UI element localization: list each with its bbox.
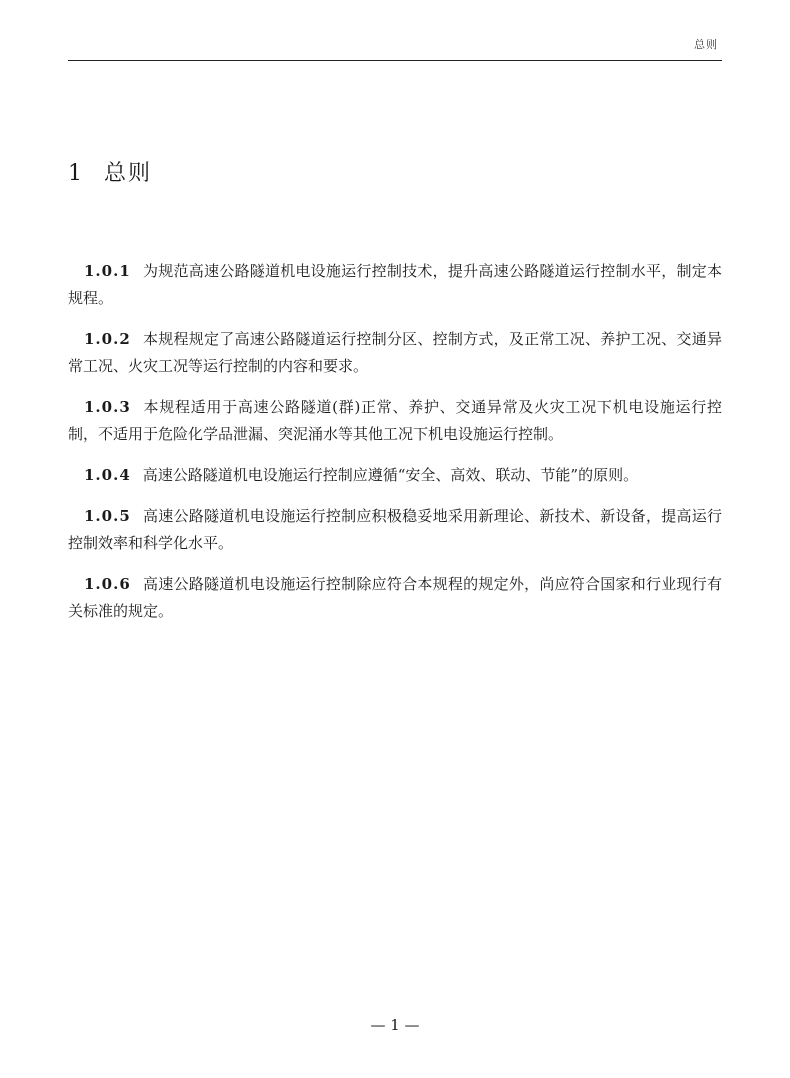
clause-number: 1.0.3 [84, 398, 131, 416]
clause-text: 高速公路隧道机电设施运行控制除应符合本规程的规定外，尚应符合国家和行业现行有关标准的规定。 [68, 575, 722, 620]
clause-number: 1.0.5 [84, 507, 131, 525]
clause-number: 1.0.1 [84, 262, 131, 280]
running-head: 总则 [694, 38, 718, 51]
clause-1-0-2 [68, 326, 722, 380]
clause-number: 1.0.2 [84, 330, 131, 348]
clause-number: 1.0.6 [84, 575, 131, 593]
clause-text: 高速公路隧道机电设施运行控制应遵循“安全、高效、联动、节能”的原则。 [142, 466, 639, 484]
clause-1-0-1 [68, 258, 722, 312]
chapter-title [68, 156, 152, 187]
clause-1-0-5 [68, 503, 722, 557]
clause-text: 本规程适用于高速公路隧道(群)正常、养护、交通异常及火灾工况下机电设施运行控制，不适用于危险化学品泄漏、突泥涌水等其他工况下机电设施运行控制。 [68, 398, 722, 443]
clause-text: 为规范高速公路隧道机电设施运行控制技术，提升高速公路隧道运行控制水平，制定本规程。 [68, 262, 722, 307]
clause-number: 1.0.4 [84, 466, 131, 484]
clause-list [68, 258, 722, 639]
clause-1-0-3 [68, 394, 722, 448]
page-number: — 1 — [370, 1016, 420, 1034]
clause-text: 高速公路隧道机电设施运行控制应积极稳妥地采用新理论、新技术、新设备，提高运行控制效率和科学化水平。 [68, 507, 722, 552]
clause-1-0-6 [68, 571, 722, 625]
chapter-title-text: 总则 [104, 161, 153, 186]
header-rule [68, 60, 722, 61]
clause-text: 本规程规定了高速公路隧道运行控制分区、控制方式，及正常工况、养护工况、交通异常工况、火灾工况等运行控制的内容和要求。 [68, 330, 722, 375]
clause-1-0-4 [68, 462, 722, 489]
chapter-number: 1 [68, 161, 84, 186]
